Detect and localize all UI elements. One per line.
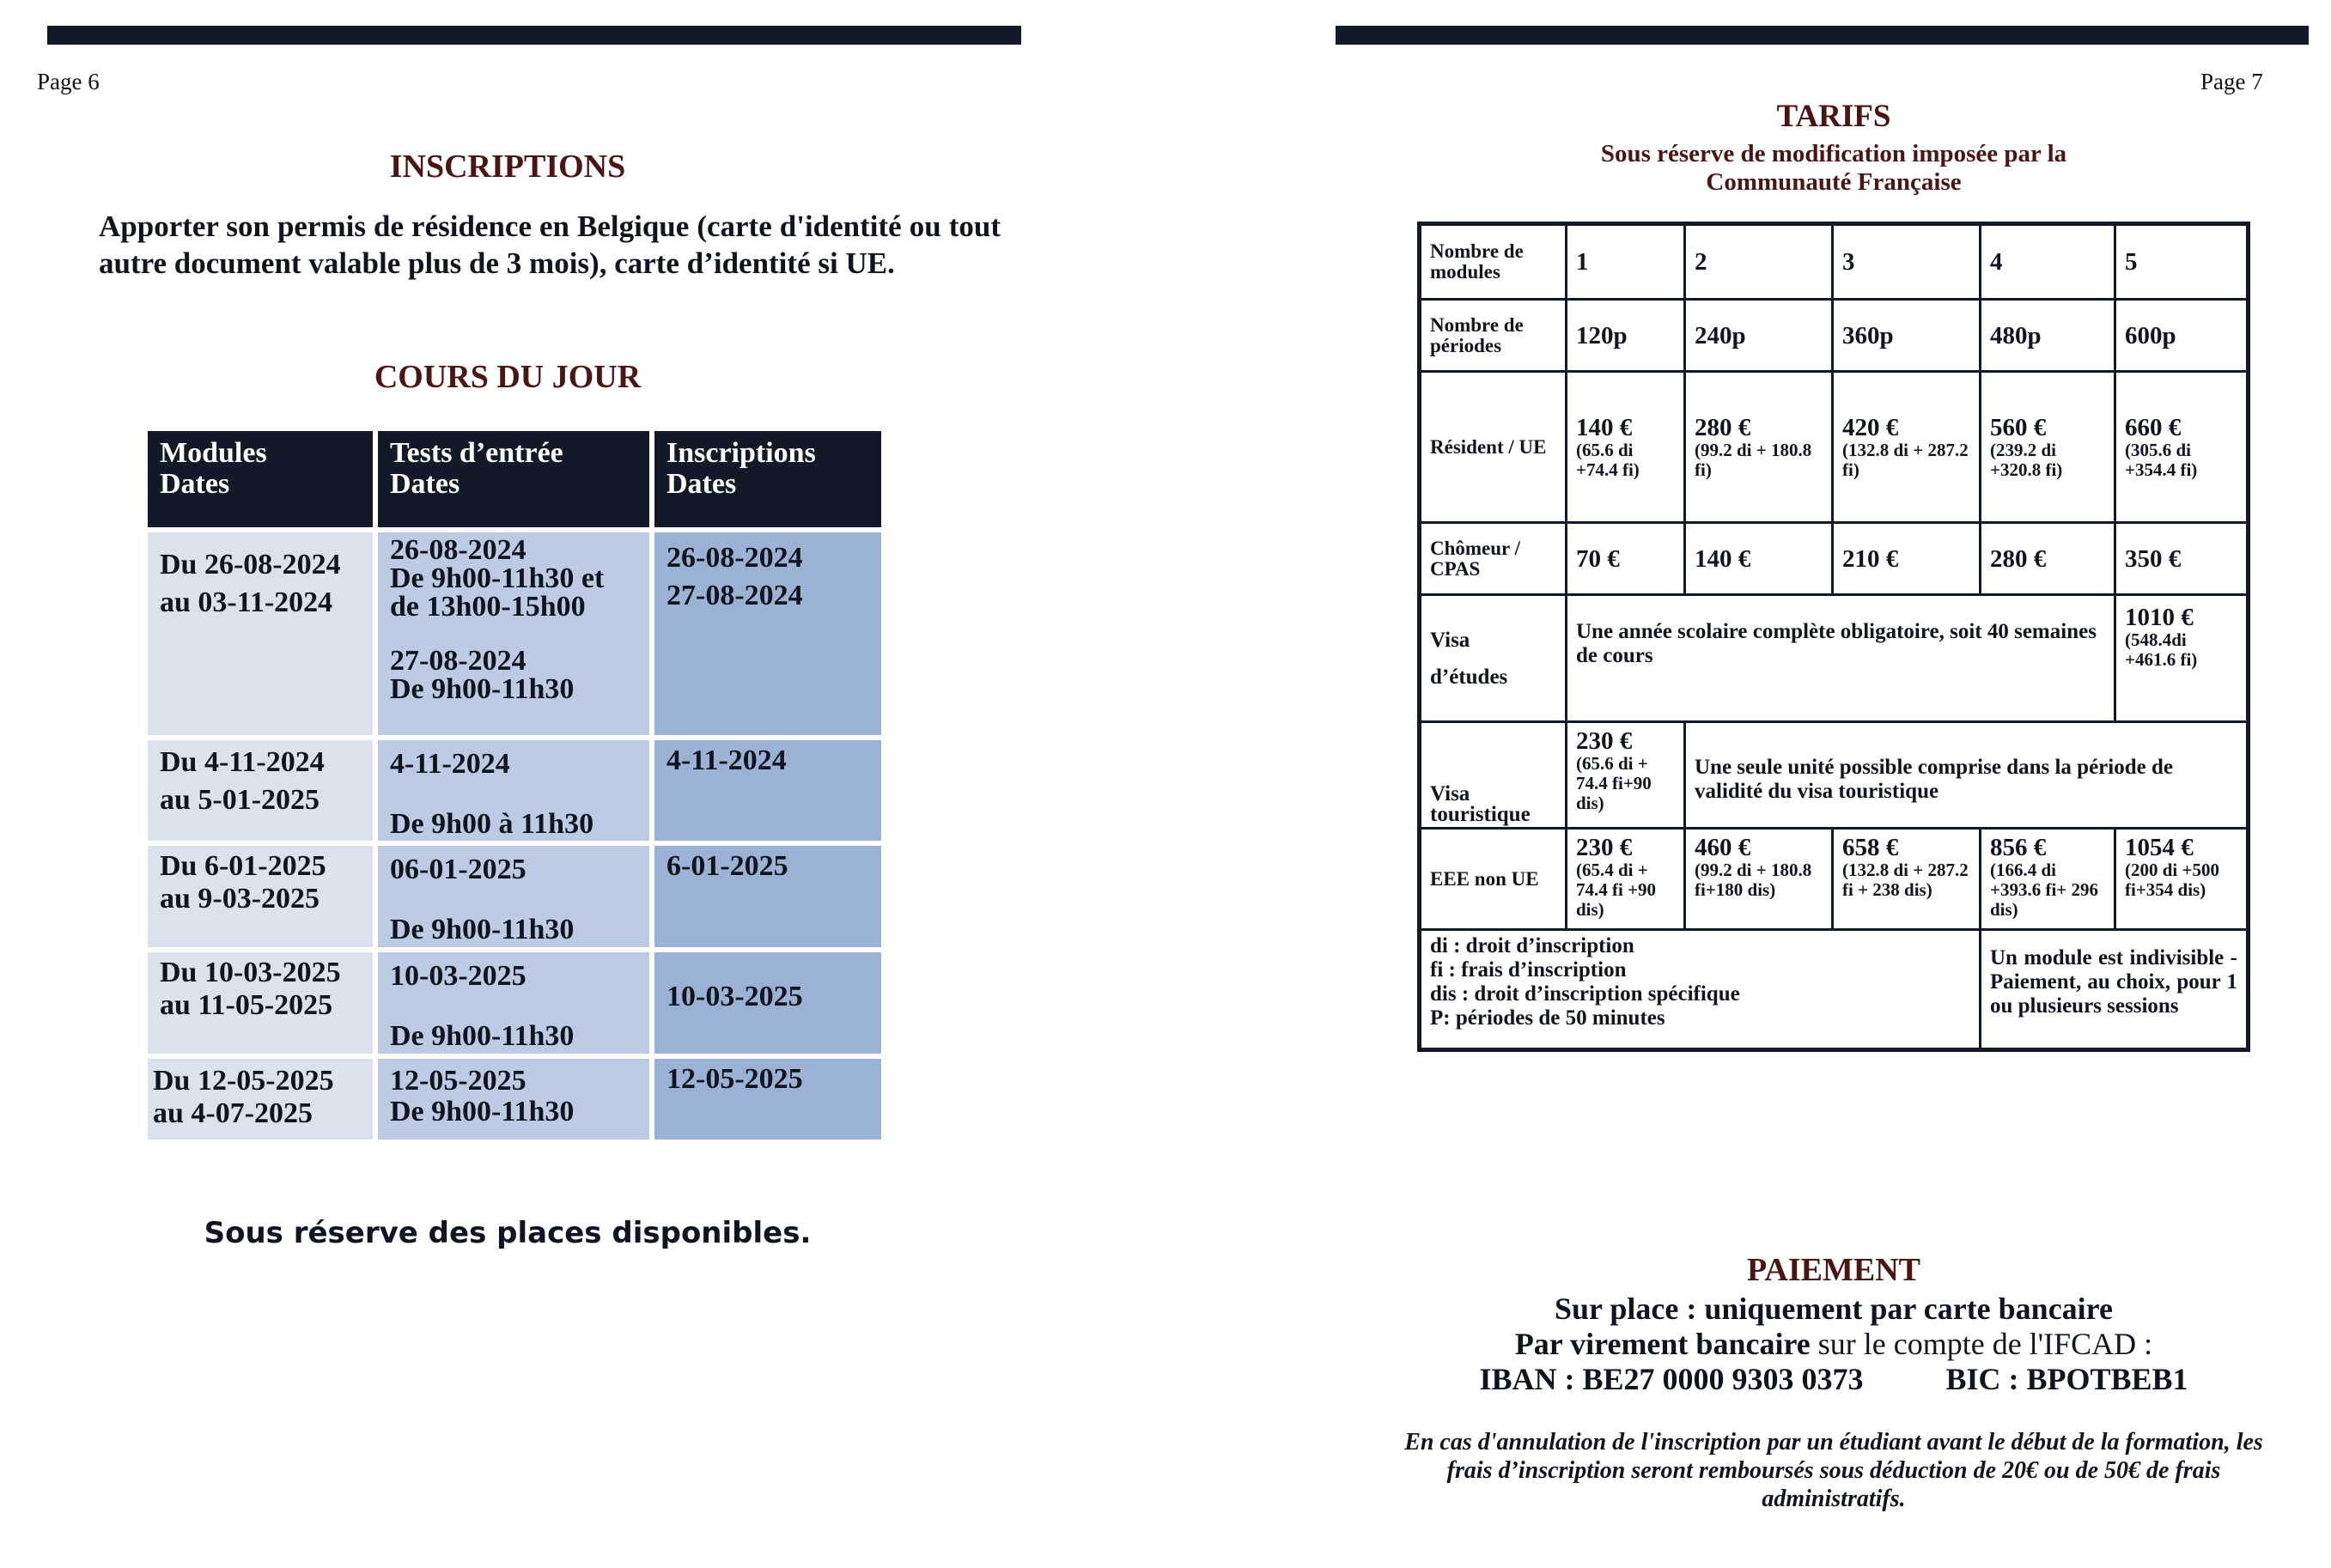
table-row xyxy=(1420,595,2249,722)
row-inscriptions-cell: 12-05-2025 xyxy=(654,1059,881,1140)
iban: IBAN : BE27 0000 9303 0373 xyxy=(1479,1362,1864,1396)
table-row xyxy=(1420,829,2249,930)
annulation-note: En cas d'annulation de l'inscription par un étudiant avant le début de la formation, les frais d’inscription seront remboursés sous déduction de 20€ ou de 50€ de frais administratifs. xyxy=(1404,1429,2263,1512)
table-cell: 240p xyxy=(1685,300,1833,372)
table-cell: 460 € (99.2 di + 180.8 fi+180 dis) xyxy=(1685,829,1833,930)
left-page-number: Page 6 xyxy=(37,69,100,94)
table-row xyxy=(1420,722,2249,829)
table-cell: 2 xyxy=(1685,224,1833,300)
table-cell: 210 € xyxy=(1833,523,1981,595)
table-cell: 856 € (166.4 di +393.6 fi+ 296 dis) xyxy=(1981,829,2115,930)
table-row xyxy=(1420,300,2249,372)
row-label: Visa d’études xyxy=(1420,595,1567,722)
row-label: Visa touristique xyxy=(1420,722,1567,829)
visa-etudes-text: Une année scolaire complète obligatoire, soit 40 semaines de cours xyxy=(1567,595,2115,722)
table-cell: 70 € xyxy=(1567,523,1685,595)
paiement-sur-place: Sur place : uniquement par carte bancaire xyxy=(1555,1291,2113,1326)
tarifs-title: TARIFS xyxy=(1776,99,1891,134)
table-cell: 560 € (239.2 di +320.8 fi) xyxy=(1981,372,2115,523)
table-cell: 280 € xyxy=(1981,523,2115,595)
table-cell: 120p xyxy=(1567,300,1685,372)
row-label: Résident / UE xyxy=(1420,372,1567,523)
table-cell: 230 € (65.4 di + 74.4 fi +90 dis) xyxy=(1567,829,1685,930)
row-label: EEE non UE xyxy=(1420,829,1567,930)
inscriptions-title: INSCRIPTIONS xyxy=(389,149,626,185)
row-modules-cell: Du 4-11-2024 au 5-01-2025 xyxy=(148,740,373,841)
indivisible-note: Un module est indivisible - Paiement, au choix, pour 1 ou plusieurs sessions xyxy=(1981,930,2249,1050)
table-cell: 280 € (99.2 di + 180.8 fi) xyxy=(1685,372,1833,523)
table-cell: 3 xyxy=(1833,224,1981,300)
table-row xyxy=(1420,224,2249,300)
table-cell: 420 € (132.8 di + 287.2 fi) xyxy=(1833,372,1981,523)
row-inscriptions-cell: 26-08-2024 27-08-2024 xyxy=(654,532,881,735)
row-label: Nombre de modules xyxy=(1420,224,1567,300)
availability-note: Sous réserve des places disponibles. xyxy=(204,1216,812,1250)
right-page-top-bar xyxy=(1336,26,2309,45)
row-label: Nombre de périodes xyxy=(1420,300,1567,372)
table-cell: 230 € (65.6 di + 74.4 fi+90 dis) xyxy=(1567,722,1685,829)
paiement-virement: Par virement bancaire sur le compte de l'IFCAD : xyxy=(1514,1327,2153,1361)
bank-details xyxy=(1336,1361,2331,1397)
table-cell: 5 xyxy=(2115,224,2249,300)
table-row xyxy=(148,1059,881,1140)
table-row xyxy=(148,740,881,841)
row-tests-cell: 10-03-2025 De 9h00-11h30 xyxy=(378,952,649,1054)
table-cell: 600p xyxy=(2115,300,2249,372)
table-row xyxy=(148,846,881,947)
table-row xyxy=(1420,930,2249,1050)
paiement-title: PAIEMENT xyxy=(1747,1252,1920,1288)
table-cell: 480p xyxy=(1981,300,2115,372)
table-cell: 140 € (65.6 di +74.4 fi) xyxy=(1567,372,1685,523)
left-page-top-bar xyxy=(47,26,1021,45)
row-inscriptions-cell: 6-01-2025 xyxy=(654,846,881,947)
row-modules-cell: Du 26-08-2024 au 03-11-2024 xyxy=(148,532,373,735)
table-cell: 1010 € (548.4di +461.6 fi) xyxy=(2115,595,2249,722)
table-cell: 4 xyxy=(1981,224,2115,300)
table-row xyxy=(1420,523,2249,595)
header-inscriptions: Inscriptions Dates xyxy=(654,431,881,527)
bic: BIC : BPOTBEB1 xyxy=(1945,1362,2188,1396)
table-row xyxy=(148,952,881,1054)
table-cell: 1 xyxy=(1567,224,1685,300)
table-cell: 350 € xyxy=(2115,523,2249,595)
row-modules-cell: Du 10-03-2025 au 11-05-2025 xyxy=(148,952,373,1054)
table-row xyxy=(1420,372,2249,523)
header-modules: Modules Dates xyxy=(148,431,373,527)
row-tests-cell: 12-05-2025 De 9h00-11h30 xyxy=(378,1059,649,1140)
table-cell: 660 € (305.6 di +354.4 fi) xyxy=(2115,372,2249,523)
row-inscriptions-cell: 4-11-2024 xyxy=(654,740,881,841)
row-modules-cell: Du 12-05-2025 au 4-07-2025 xyxy=(148,1059,373,1140)
table-cell: 360p xyxy=(1833,300,1981,372)
header-tests: Tests d’entrée Dates xyxy=(378,431,649,527)
cours-du-jour-table xyxy=(143,426,886,1145)
table-cell: 1054 € (200 di +500 fi+354 dis) xyxy=(2115,829,2249,930)
table-row xyxy=(148,532,881,735)
row-tests-cell: 06-01-2025 De 9h00-11h30 xyxy=(378,846,649,947)
tarifs-table xyxy=(1417,222,2250,1052)
table-cell: 140 € xyxy=(1685,523,1833,595)
visa-touristique-text: Une seule unité possible comprise dans la période de validité du visa touristique xyxy=(1685,722,2249,829)
right-page-number: Page 7 xyxy=(2200,69,2263,94)
row-inscriptions-cell: 10-03-2025 xyxy=(654,952,881,1054)
row-tests-cell: 26-08-2024 De 9h00-11h30 et de 13h00-15h00 27-08-2024 De 9h00-11h30 xyxy=(378,532,649,735)
row-modules-cell: Du 6-01-2025 au 9-03-2025 xyxy=(148,846,373,947)
inscriptions-text: Apporter son permis de résidence en Belgique (carte d'identité ou tout autre document valable plus de 3 mois), carte d’identité si UE. xyxy=(99,210,1001,280)
row-tests-cell: 4-11-2024 De 9h00 à 11h30 xyxy=(378,740,649,841)
cours-du-jour-title: COURS DU JOUR xyxy=(374,359,642,395)
tarifs-subtitle: Sous réserve de modification imposée par la Communauté Française xyxy=(1600,140,2067,196)
row-label: Chômeur / CPAS xyxy=(1420,523,1567,595)
legend-cell: di : droit d’inscription fi : frais d’inscription dis : droit d’inscription spécifique P: périodes de 50 minutes xyxy=(1420,930,1981,1050)
table-cell: 658 € (132.8 di + 287.2 fi + 238 dis) xyxy=(1833,829,1981,930)
